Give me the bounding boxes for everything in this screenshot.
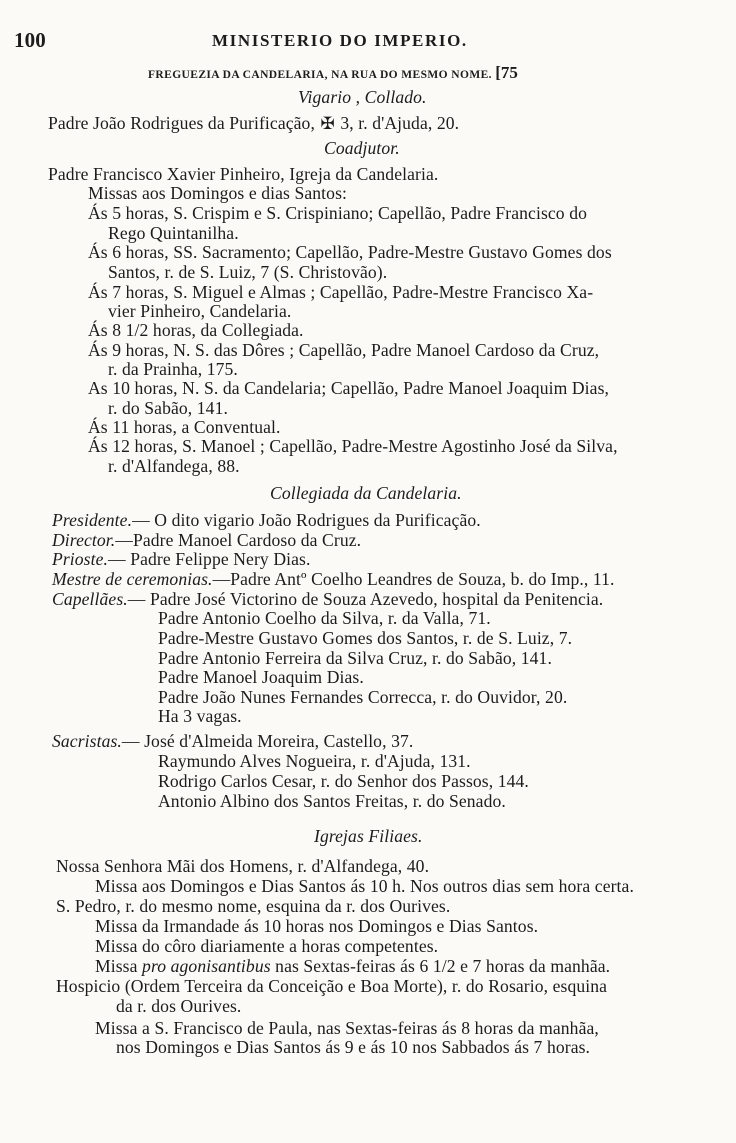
missa-line: vier Pinheiro, Candelaria.: [108, 301, 292, 321]
capellao-line: Padre Antonio Ferreira da Silva Cruz, r. do Sabão, 141.: [158, 648, 552, 668]
director-entry: [52, 530, 361, 550]
missa-line: Ás 12 horas, S. Manoel ; Capellão, Padre-Mestre Agostinho José da Silva,: [88, 436, 618, 456]
vigario-heading: Vigario , Collado.: [298, 87, 427, 107]
missa-line: Ás 9 horas, N. S. das Dôres ; Capellão, Padre Manoel Cardoso da Cruz,: [88, 340, 600, 360]
missa-line: Santos, r. de S. Luiz, 7 (S. Christovão).: [108, 262, 388, 282]
vigario-name: Padre João Rodrigues da Purificação,: [48, 113, 315, 133]
sacrista-line: Raymundo Alves Nogueira, r. d'Ajuda, 131.: [158, 751, 471, 771]
capellao-line: Padre João Nunes Fernandes Correcca, r. do Ouvidor, 20.: [158, 687, 568, 707]
sacristas-text: — José d'Almeida Moreira, Castello, 37.: [121, 731, 414, 751]
presidente-text: — O dito vigario João Rodrigues da Purificação.: [132, 510, 481, 530]
s-pedro-missa: Missa do côro diariamente a horas competentes.: [95, 936, 439, 956]
prioste-label: Prioste.: [52, 549, 109, 569]
coadjutor-name: Padre Francisco Xavier Pinheiro, Igreja da Candelaria.: [48, 164, 439, 184]
missa-line: Rego Quintanilha.: [108, 223, 239, 243]
s-pedro-missa: Missa da Irmandade ás 10 horas nos Domingos e Dias Santos.: [95, 916, 539, 936]
missa-line: As 10 horas, N. S. da Candelaria; Capellão, Padre Manoel Joaquim Dias,: [88, 378, 610, 398]
mestre-text: —Padre Antº Coelho Leandres de Souza, b. do Imp., 11.: [212, 569, 615, 589]
capellaes-text: — Padre José Victorino de Souza Azevedo, hospital da Penitencia.: [127, 589, 604, 609]
missa-word: Missa: [95, 956, 138, 976]
missa-line: Ás 8 1/2 horas, da Collegiada.: [88, 320, 304, 340]
page-title: MINISTERIO DO IMPERIO.: [212, 31, 468, 50]
missa-line: Ás 5 horas, S. Crispim e S. Crispiniano; Capellão, Padre Francisco do: [88, 203, 587, 223]
capellao-line: Padre Antonio Coelho da Silva, r. da Valla, 71.: [158, 608, 491, 628]
parish-reference: [75: [495, 63, 518, 82]
nossa-senhora-missa: Missa aos Domingos e Dias Santos ás 10 h. Nos outros dias sem hora certa.: [95, 876, 634, 896]
sacrista-line: Rodrigo Carlos Cesar, r. do Senhor dos Passos, 144.: [158, 771, 529, 791]
missa-line: r. da Prainha, 175.: [108, 359, 238, 379]
vigario-entry: [48, 113, 459, 134]
nossa-senhora-entry: Nossa Senhora Mãi dos Homens, r. d'Alfandega, 40.: [56, 856, 430, 876]
capellao-line: Padre Manoel Joaquim Dias.: [158, 667, 364, 687]
hospicio-missa: nos Domingos e Dias Santos ás 9 e ás 10 nos Sabbados ás 7 horas.: [116, 1037, 591, 1057]
igrejas-heading: Igrejas Filiaes.: [314, 826, 423, 846]
capellaes-label: Capellães.: [52, 589, 128, 609]
hospicio-entry: Hospicio (Ordem Terceira da Conceição e Boa Morte), r. do Rosario, esquina: [56, 976, 608, 996]
collegiada-heading: Collegiada da Candelaria.: [270, 483, 462, 503]
capellao-line: Ha 3 vagas.: [158, 706, 242, 726]
prioste-text: — Padre Felippe Nery Dias.: [108, 549, 311, 569]
missa-line: Ás 11 horas, a Conventual.: [88, 417, 281, 437]
page-number: 100: [14, 28, 46, 52]
missa-latin: pro agonisantibus: [142, 956, 271, 976]
presidente-label: Presidente.: [52, 510, 133, 530]
missa-line: r. do Sabão, 141.: [108, 398, 228, 418]
presidente-entry: [52, 510, 481, 530]
parish-subtitle: [148, 63, 518, 85]
missa-schedule: nas Sextas-feiras ás 6 1/2 e 7 horas da manhãa.: [275, 956, 611, 976]
hospicio-entry-cont: da r. dos Ourives.: [116, 996, 242, 1016]
cross-icon: ✠: [320, 114, 335, 133]
missas-intro: Missas aos Domingos e dias Santos:: [88, 183, 347, 203]
capellao-line: Padre-Mestre Gustavo Gomes dos Santos, r. de S. Luiz, 7.: [158, 628, 573, 648]
sacristas-label: Sacristas.: [52, 731, 122, 751]
director-text: —Padre Manoel Cardoso da Cruz.: [115, 530, 362, 550]
parish-name: FREGUEZIA DA CANDELARIA, NA RUA DO MESMO NOME.: [148, 69, 492, 81]
coadjutor-heading: Coadjutor.: [324, 138, 400, 158]
vigario-address: 3, r. d'Ajuda, 20.: [340, 113, 460, 133]
missa-line: r. d'Alfandega, 88.: [108, 456, 240, 476]
s-pedro-missa: [95, 956, 610, 976]
s-pedro-entry: S. Pedro, r. do mesmo nome, esquina da r. dos Ourives.: [56, 896, 451, 916]
hospicio-missa: Missa a S. Francisco de Paula, nas Sextas-feiras ás 8 horas da manhãa,: [95, 1018, 599, 1038]
capellaes-entry: [52, 589, 603, 609]
missa-line: Ás 7 horas, S. Miguel e Almas ; Capellão, Padre-Mestre Francisco Xa-: [88, 282, 594, 302]
mestre-label: Mestre de ceremonias.: [52, 569, 213, 589]
sacrista-line: Antonio Albino dos Santos Freitas, r. do Senado.: [158, 791, 506, 811]
director-label: Director.: [52, 530, 116, 550]
sacristas-entry: [52, 731, 413, 751]
missa-line: Ás 6 horas, SS. Sacramento; Capellão, Padre-Mestre Gustavo Gomes dos: [88, 242, 612, 262]
prioste-entry: [52, 549, 310, 569]
mestre-entry: [52, 569, 615, 589]
